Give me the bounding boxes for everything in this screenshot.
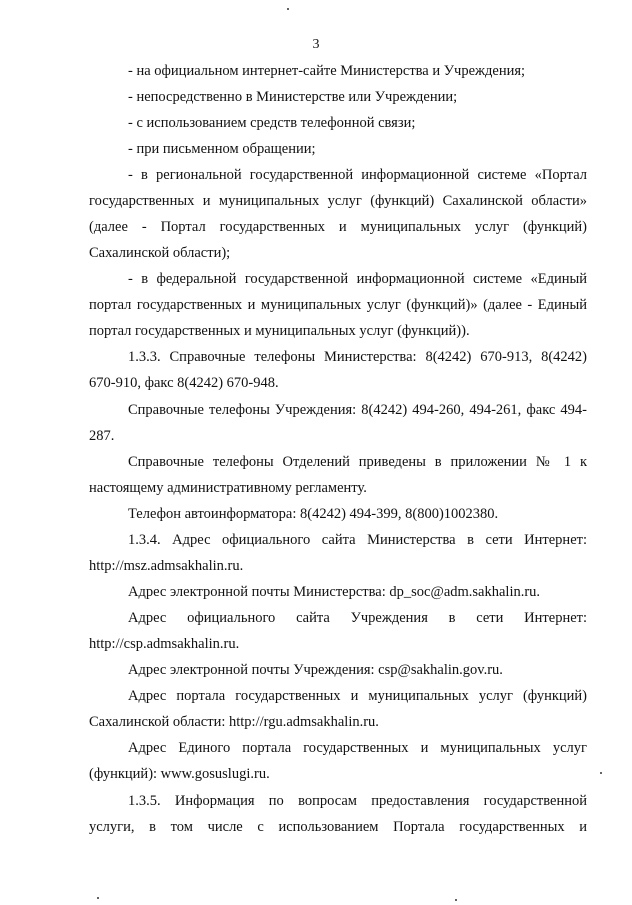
text-line: 1.3.5. Информация по вопросам предоставления государственной [128, 793, 587, 809]
scan-speck [600, 772, 602, 774]
text-line: (функций): www.gosuslugi.ru. [89, 766, 270, 782]
text-line: http://csp.admsakhalin.ru. [89, 636, 240, 652]
text-line: - в региональной государственной информационной системе «Портал [128, 167, 587, 183]
text-line: Адрес электронной почты Учреждения: csp@sakhalin.gov.ru. [128, 662, 503, 678]
text-line: Адрес Единого портала государственных и муниципальных услуг [128, 740, 587, 756]
text-line: 287. [89, 428, 115, 444]
text-line: 1.3.4. Адрес официального сайта Министерства в сети Интернет: [128, 532, 587, 548]
scan-speck [97, 897, 99, 899]
text-line: Адрес электронной почты Министерства: dp_soc@adm.sakhalin.ru. [128, 584, 541, 600]
text-line: 1.3.3. Справочные телефоны Министерства: 8(4242) 670-913, 8(4242) [128, 349, 587, 365]
text-line: (далее - Портал государственных и муниципальных услуг (функций) [89, 219, 587, 235]
text-line: - на официальном интернет-сайте Министерства и Учреждения; [128, 63, 526, 79]
text-line: портал государственных и муниципальных услуг (функций)). [89, 323, 470, 339]
text-line: - непосредственно в Министерстве или Учреждении; [128, 89, 458, 105]
text-line: настоящему административному регламенту. [89, 480, 367, 496]
scan-speck [455, 899, 457, 901]
text-line: 670-910, факс 8(4242) 670-948. [89, 375, 279, 391]
text-line: - при письменном обращении; [128, 141, 316, 157]
text-line: Справочные телефоны Отделений приведены в приложении № 1 к [128, 454, 587, 470]
scan-speck [287, 8, 289, 10]
text-line: услуги, в том числе с использованием Портала государственных и [89, 819, 587, 835]
text-line: Справочные телефоны Учреждения: 8(4242) 494-260, 494-261, факс 494- [128, 402, 587, 418]
text-line: - в федеральной государственной информационной системе «Единый [128, 271, 587, 287]
page-number: 3 [312, 37, 320, 52]
text-line: Адрес официального сайта Учреждения в сети Интернет: [128, 610, 587, 626]
text-line: Сахалинской области: http://rgu.admsakhalin.ru. [89, 714, 379, 730]
text-line: Телефон автоинформатора: 8(4242) 494-399, 8(800)1002380. [128, 506, 499, 522]
text-line: http://msz.admsakhalin.ru. [89, 558, 244, 574]
text-line: государственных и муниципальных услуг (функций) Сахалинской области» [89, 193, 587, 209]
text-line: Адрес портала государственных и муниципальных услуг (функций) [128, 688, 587, 704]
text-line: Сахалинской области); [89, 245, 231, 261]
text-line: - с использованием средств телефонной связи; [128, 115, 416, 131]
text-line: портал государственных и муниципальных услуг (функций)» (далее - Единый [89, 297, 587, 313]
